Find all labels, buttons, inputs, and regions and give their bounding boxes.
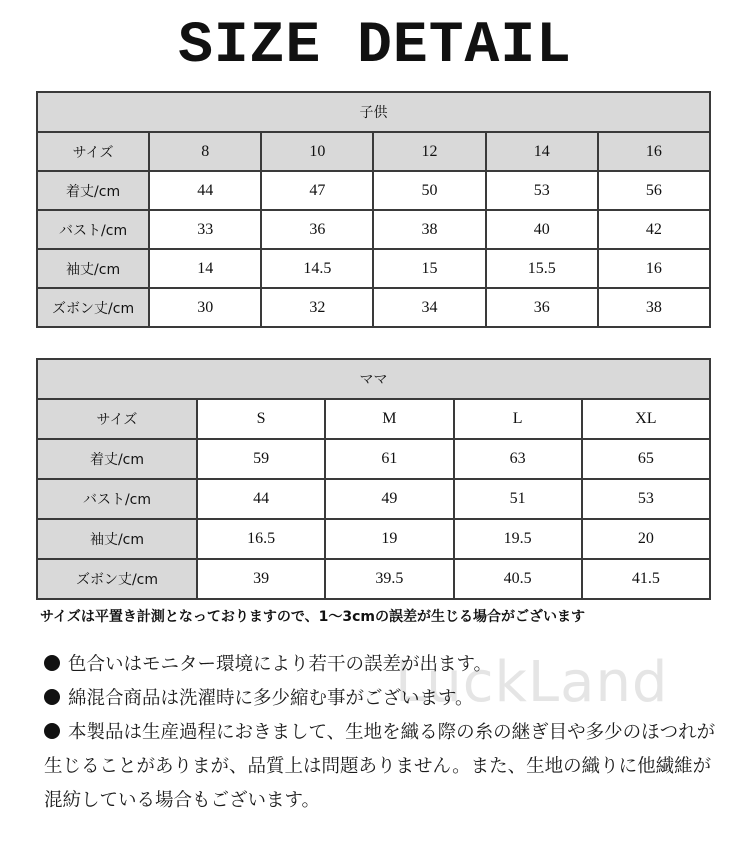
list-item bbox=[44, 682, 724, 716]
table-row bbox=[37, 249, 710, 288]
mama-size-table bbox=[36, 358, 711, 600]
table-cell: 65 bbox=[582, 439, 710, 479]
table-cell: 16.5 bbox=[197, 519, 325, 559]
list-item-text: 綿混合商品は洗濯時に多少縮む事がございます。 bbox=[68, 688, 474, 709]
table-cell: 39.5 bbox=[325, 559, 453, 599]
row-label: 着丈/cm bbox=[37, 171, 149, 210]
table-row bbox=[37, 171, 710, 210]
column-header: XL bbox=[582, 399, 710, 439]
column-header: S bbox=[197, 399, 325, 439]
column-header: サイズ bbox=[37, 132, 149, 171]
table-caption: ママ bbox=[37, 359, 710, 399]
table-cell: 34 bbox=[373, 288, 485, 327]
care-notes-list bbox=[44, 648, 724, 818]
table-row bbox=[37, 210, 710, 249]
table-cell: 15 bbox=[373, 249, 485, 288]
table-cell: 59 bbox=[197, 439, 325, 479]
table-cell: 41.5 bbox=[582, 559, 710, 599]
table-cell: 50 bbox=[373, 171, 485, 210]
table-cell: 38 bbox=[598, 288, 710, 327]
row-label: ズボン丈/cm bbox=[37, 288, 149, 327]
row-label: 袖丈/cm bbox=[37, 519, 197, 559]
list-item-text: 本製品は生産過程におきまして、生地を織る際の糸の継ぎ目や多少のほつれが生じることがありまが、品質上は問題ありません。また、生地の織りに他繊維が混紡している場合もございます。 bbox=[44, 722, 716, 811]
row-label: バスト/cm bbox=[37, 479, 197, 519]
column-header: 8 bbox=[149, 132, 261, 171]
table-cell: 33 bbox=[149, 210, 261, 249]
table-row bbox=[37, 559, 710, 599]
table-cell: 63 bbox=[454, 439, 582, 479]
row-label: バスト/cm bbox=[37, 210, 149, 249]
table-cell: 42 bbox=[598, 210, 710, 249]
bullet-icon bbox=[44, 689, 60, 705]
table-cell: 14 bbox=[149, 249, 261, 288]
page-title: SIZE DETAIL bbox=[178, 14, 572, 79]
table-row bbox=[37, 479, 710, 519]
list-item-text: 色合いはモニター環境により若干の誤差が出ます。 bbox=[68, 654, 493, 675]
table-cell: 53 bbox=[486, 171, 598, 210]
table-cell: 32 bbox=[261, 288, 373, 327]
watermark: LuckLand bbox=[395, 650, 669, 715]
column-header: サイズ bbox=[37, 399, 197, 439]
table-row bbox=[37, 519, 710, 559]
bullet-icon bbox=[44, 655, 60, 671]
table-cell: 15.5 bbox=[486, 249, 598, 288]
row-label: ズボン丈/cm bbox=[37, 559, 197, 599]
table-cell: 40 bbox=[486, 210, 598, 249]
table-row bbox=[37, 439, 710, 479]
column-header: M bbox=[325, 399, 453, 439]
table-cell: 51 bbox=[454, 479, 582, 519]
table-cell: 47 bbox=[261, 171, 373, 210]
table-cell: 53 bbox=[582, 479, 710, 519]
table-cell: 49 bbox=[325, 479, 453, 519]
table-row bbox=[37, 288, 710, 327]
table-cell: 14.5 bbox=[261, 249, 373, 288]
table-cell: 19 bbox=[325, 519, 453, 559]
table-cell: 56 bbox=[598, 171, 710, 210]
column-header: 14 bbox=[486, 132, 598, 171]
row-label: 着丈/cm bbox=[37, 439, 197, 479]
column-header: 10 bbox=[261, 132, 373, 171]
table-cell: 38 bbox=[373, 210, 485, 249]
table-cell: 44 bbox=[197, 479, 325, 519]
column-header: 16 bbox=[598, 132, 710, 171]
table-cell: 36 bbox=[486, 288, 598, 327]
column-header: L bbox=[454, 399, 582, 439]
measurement-note: サイズは平置き計測となっておりますので、1〜3cmの誤差が生じる場合がございます bbox=[40, 609, 585, 625]
list-item bbox=[44, 716, 724, 818]
table-cell: 40.5 bbox=[454, 559, 582, 599]
table-cell: 30 bbox=[149, 288, 261, 327]
column-header: 12 bbox=[373, 132, 485, 171]
table-cell: 44 bbox=[149, 171, 261, 210]
kids-size-table bbox=[36, 91, 711, 328]
table-cell: 20 bbox=[582, 519, 710, 559]
table-cell: 61 bbox=[325, 439, 453, 479]
bullet-icon bbox=[44, 723, 60, 739]
row-label: 袖丈/cm bbox=[37, 249, 149, 288]
table-cell: 39 bbox=[197, 559, 325, 599]
table-cell: 36 bbox=[261, 210, 373, 249]
table-cell: 19.5 bbox=[454, 519, 582, 559]
list-item bbox=[44, 648, 724, 682]
table-cell: 16 bbox=[598, 249, 710, 288]
table-caption: 子供 bbox=[37, 92, 710, 132]
